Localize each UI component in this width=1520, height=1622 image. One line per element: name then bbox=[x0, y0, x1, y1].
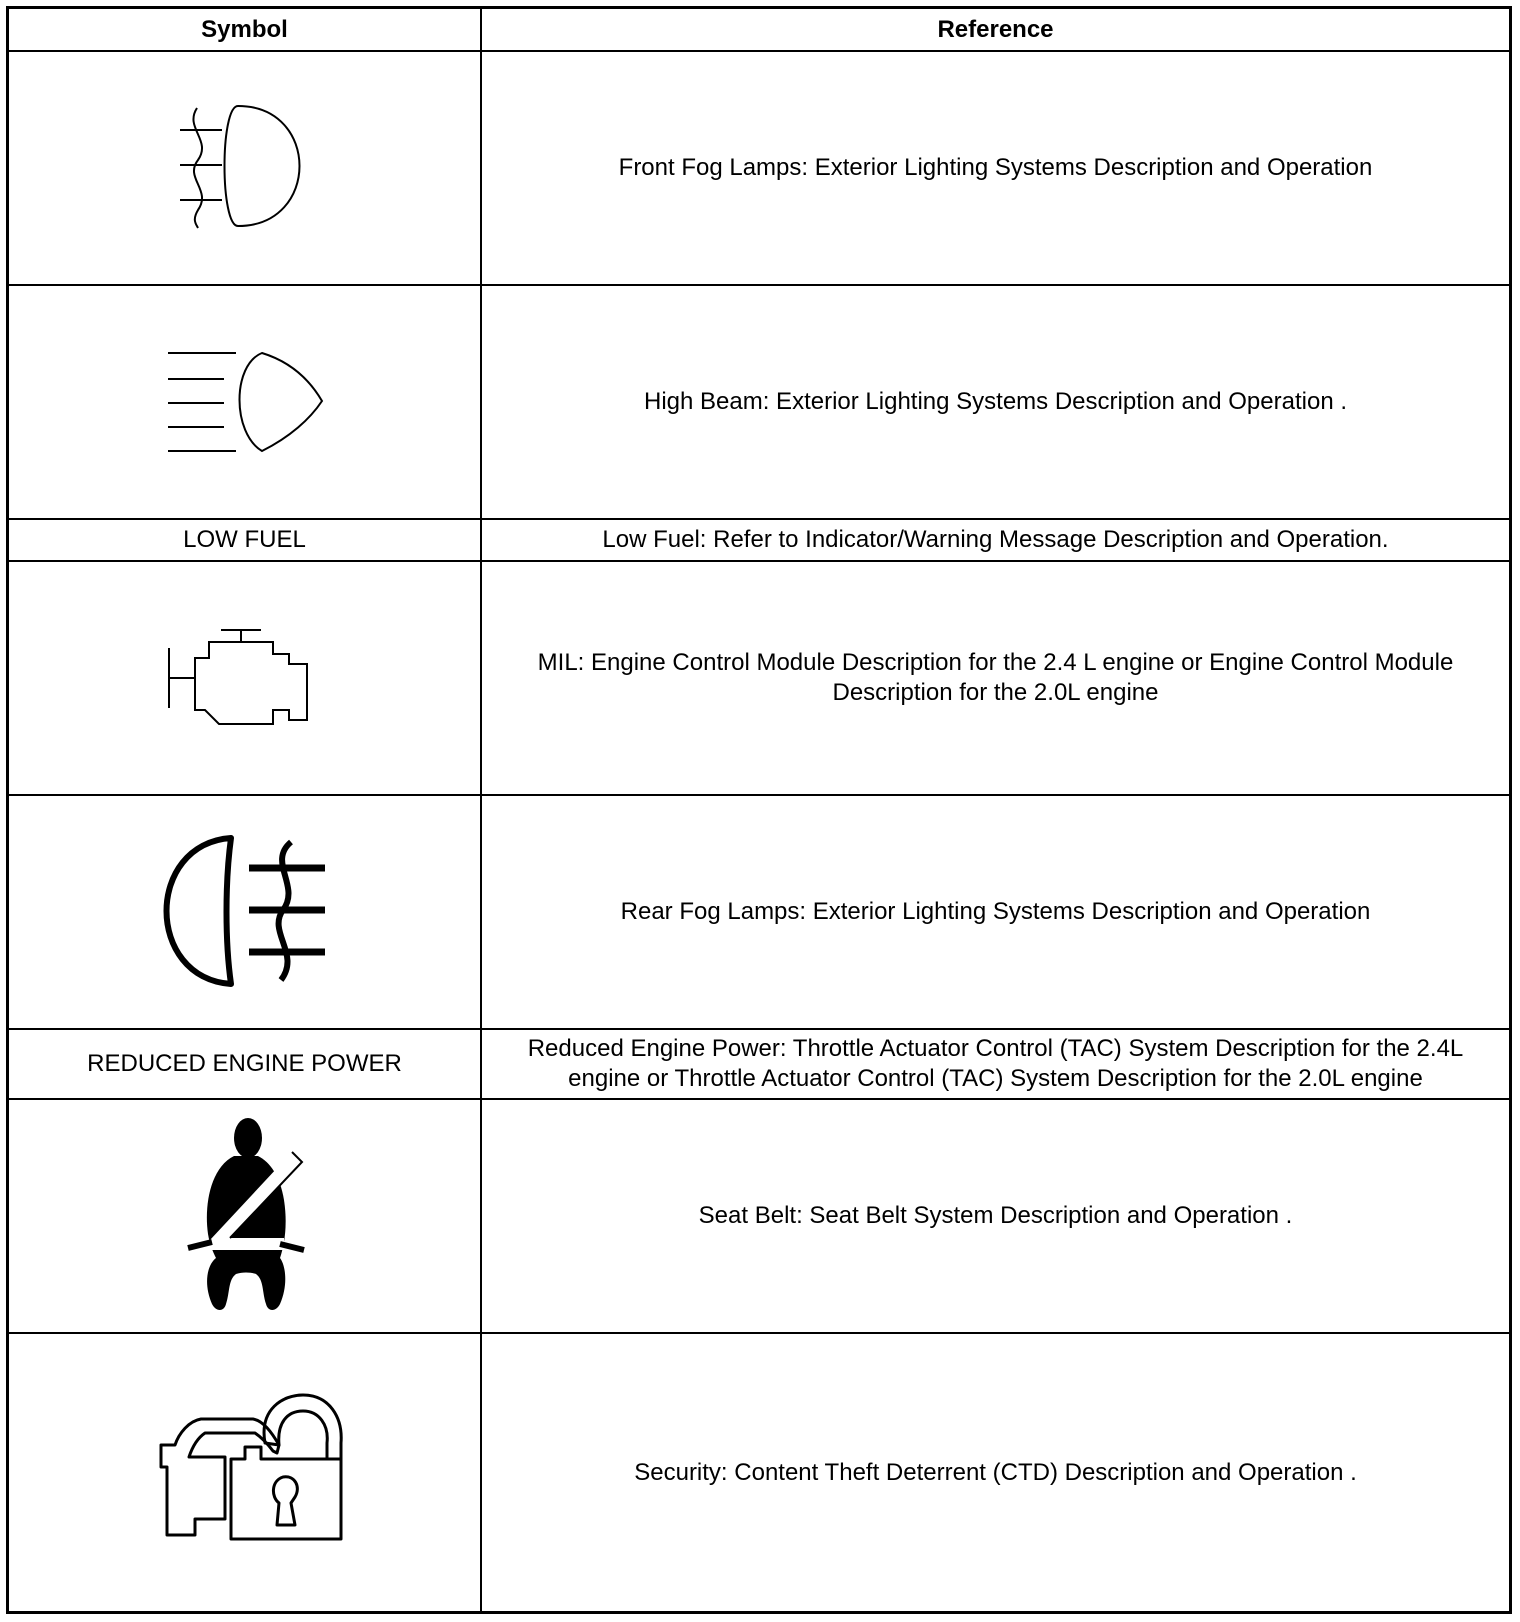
symbol-cell bbox=[9, 52, 482, 284]
table-row bbox=[9, 1100, 1509, 1334]
symbol-cell bbox=[9, 796, 482, 1028]
security-lock-icon bbox=[145, 1393, 345, 1553]
table-row bbox=[9, 562, 1509, 796]
reference-cell: Security: Content Theft Deterrent (CTD) Description and Operation . bbox=[634, 1458, 1357, 1486]
reference-cell: MIL: Engine Control Module Description for the 2.4 L engine or Engine Control Module Description for the 2.0L engine bbox=[537, 649, 1454, 706]
symbol-text: LOW FUEL bbox=[9, 520, 482, 560]
table-row bbox=[9, 1334, 1509, 1611]
table-row bbox=[9, 520, 1509, 562]
header-reference: Reference bbox=[937, 15, 1054, 43]
high-beam-icon bbox=[160, 347, 330, 457]
reference-cell: Low Fuel: Refer to Indicator/Warning Message Description and Operation. bbox=[602, 526, 1389, 553]
symbol-reference-table bbox=[6, 6, 1512, 1614]
engine-icon bbox=[165, 628, 325, 728]
front-fog-lamp-icon bbox=[170, 98, 320, 238]
symbol-cell bbox=[9, 286, 482, 518]
symbol-cell bbox=[9, 1100, 482, 1332]
seat-belt-icon bbox=[180, 1116, 310, 1316]
symbol-cell bbox=[9, 562, 482, 794]
table-header-row bbox=[9, 9, 1509, 52]
symbol-text: REDUCED ENGINE POWER bbox=[9, 1030, 482, 1098]
table-row bbox=[9, 286, 1509, 520]
rear-fog-lamp-icon bbox=[155, 832, 335, 992]
reference-cell: Front Fog Lamps: Exterior Lighting Systems Description and Operation bbox=[618, 154, 1373, 181]
table-row bbox=[9, 796, 1509, 1030]
reference-cell: Seat Belt: Seat Belt System Description and Operation . bbox=[698, 1202, 1293, 1229]
table-row bbox=[9, 1030, 1509, 1100]
table-row bbox=[9, 52, 1509, 286]
symbol-cell bbox=[9, 1334, 482, 1611]
header-symbol: Symbol bbox=[9, 9, 482, 50]
reference-cell: Rear Fog Lamps: Exterior Lighting Systems Description and Operation bbox=[620, 898, 1371, 925]
reference-cell: Reduced Engine Power: Throttle Actuator Control (TAC) System Description for the 2.4L engine or Throttle Actuator Control (TAC) System Description for the 2.0L engine bbox=[527, 1035, 1464, 1092]
reference-cell: High Beam: Exterior Lighting Systems Description and Operation . bbox=[644, 388, 1347, 415]
